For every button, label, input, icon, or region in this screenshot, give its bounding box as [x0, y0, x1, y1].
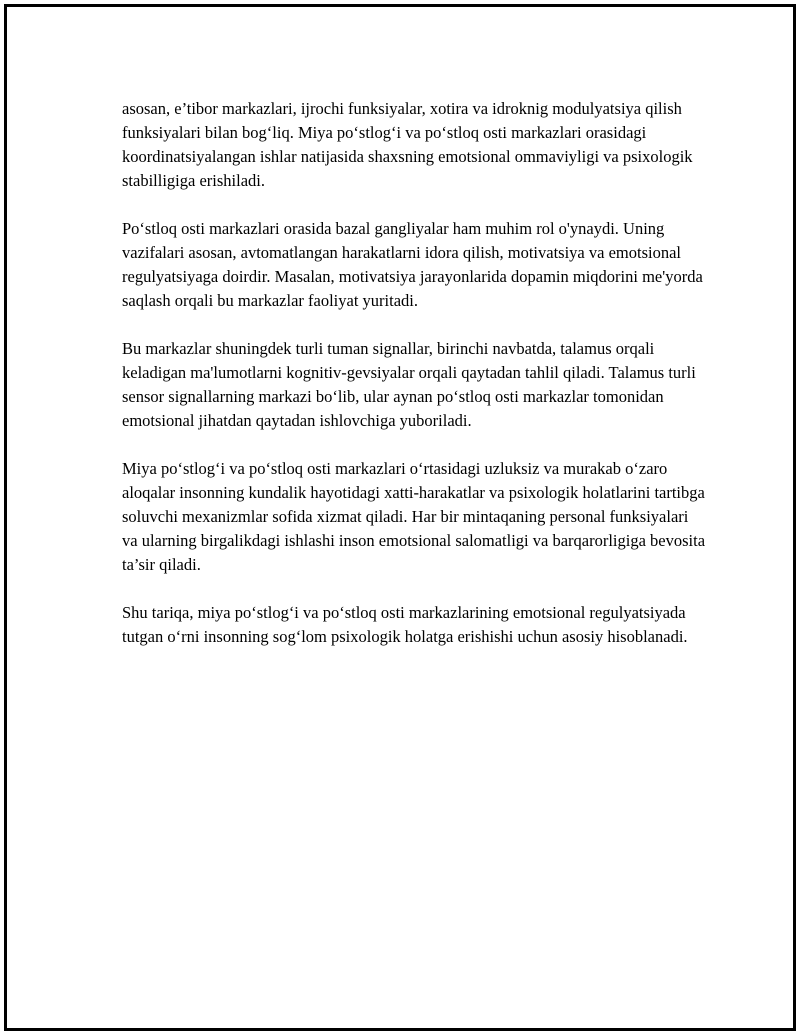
paragraph-3: Bu markazlar shuningdek turli tuman signallar, birinchi navbatda, talamus orqali keladigan ma'lumotlarni kognitiv-gevsiyalar orqali qaytadan tahlil qiladi. Talamus turli sensor signallarning markazi bo‘lib, ular aynan po‘stloq osti markazlar tomonidan emotsional jihatdan qaytadan ishlovchiga yuboriladi. [122, 339, 696, 430]
paragraph-5: Shu tariqa, miya po‘stlog‘i va po‘stloq osti markazlarining emotsional regulyatsiyada tutgan o‘rni insonning sog‘lom psixologik holatga erishishi uchun asosiy hisoblanadi. [122, 603, 688, 646]
page-frame [4, 4, 796, 1031]
paragraph-2: Po‘stloq osti markazlari orasida bazal gangliyalar ham muhim rol o'ynaydi. Uning vazifalari asosan, avtomatlangan harakatlarni idora qilish, motivatsiya va emotsional regulyatsiyaga doirdir. Masalan, motivatsiya jarayonlarida dopamin miqdorini me'yorda saqlash orqali bu markazlar faoliyat yuritadi. [122, 219, 703, 310]
document-body [122, 97, 707, 673]
paragraph-4: Miya po‘stlog‘i va po‘stloq osti markazlari o‘rtasidagi uzluksiz va murakab o‘zaro aloqalar insonning kundalik hayotidagi xatti-harakatlar va psixologik holatlarini tartibga soluvchi mexanizmlar sofida xizmat qiladi. Har bir mintaqaning personal funksiyalari va ularning birgalikdagi ishlashi inson emotsional salomatligi va barqarorligiga bevosita ta’sir qiladi. [122, 459, 706, 574]
paragraph-1: asosan, e’tibor markazlari, ijrochi funksiyalar, xotira va idroknig modulyatsiya qilish funksiyalari bilan bog‘liq. Miya po‘stlog‘i va po‘stloq osti markazlari orasidagi koordinatsiyalangan ishlar natijasida shaxsning emotsional ommaviyligi va psixologik stabilligiga erishiladi. [122, 99, 693, 190]
